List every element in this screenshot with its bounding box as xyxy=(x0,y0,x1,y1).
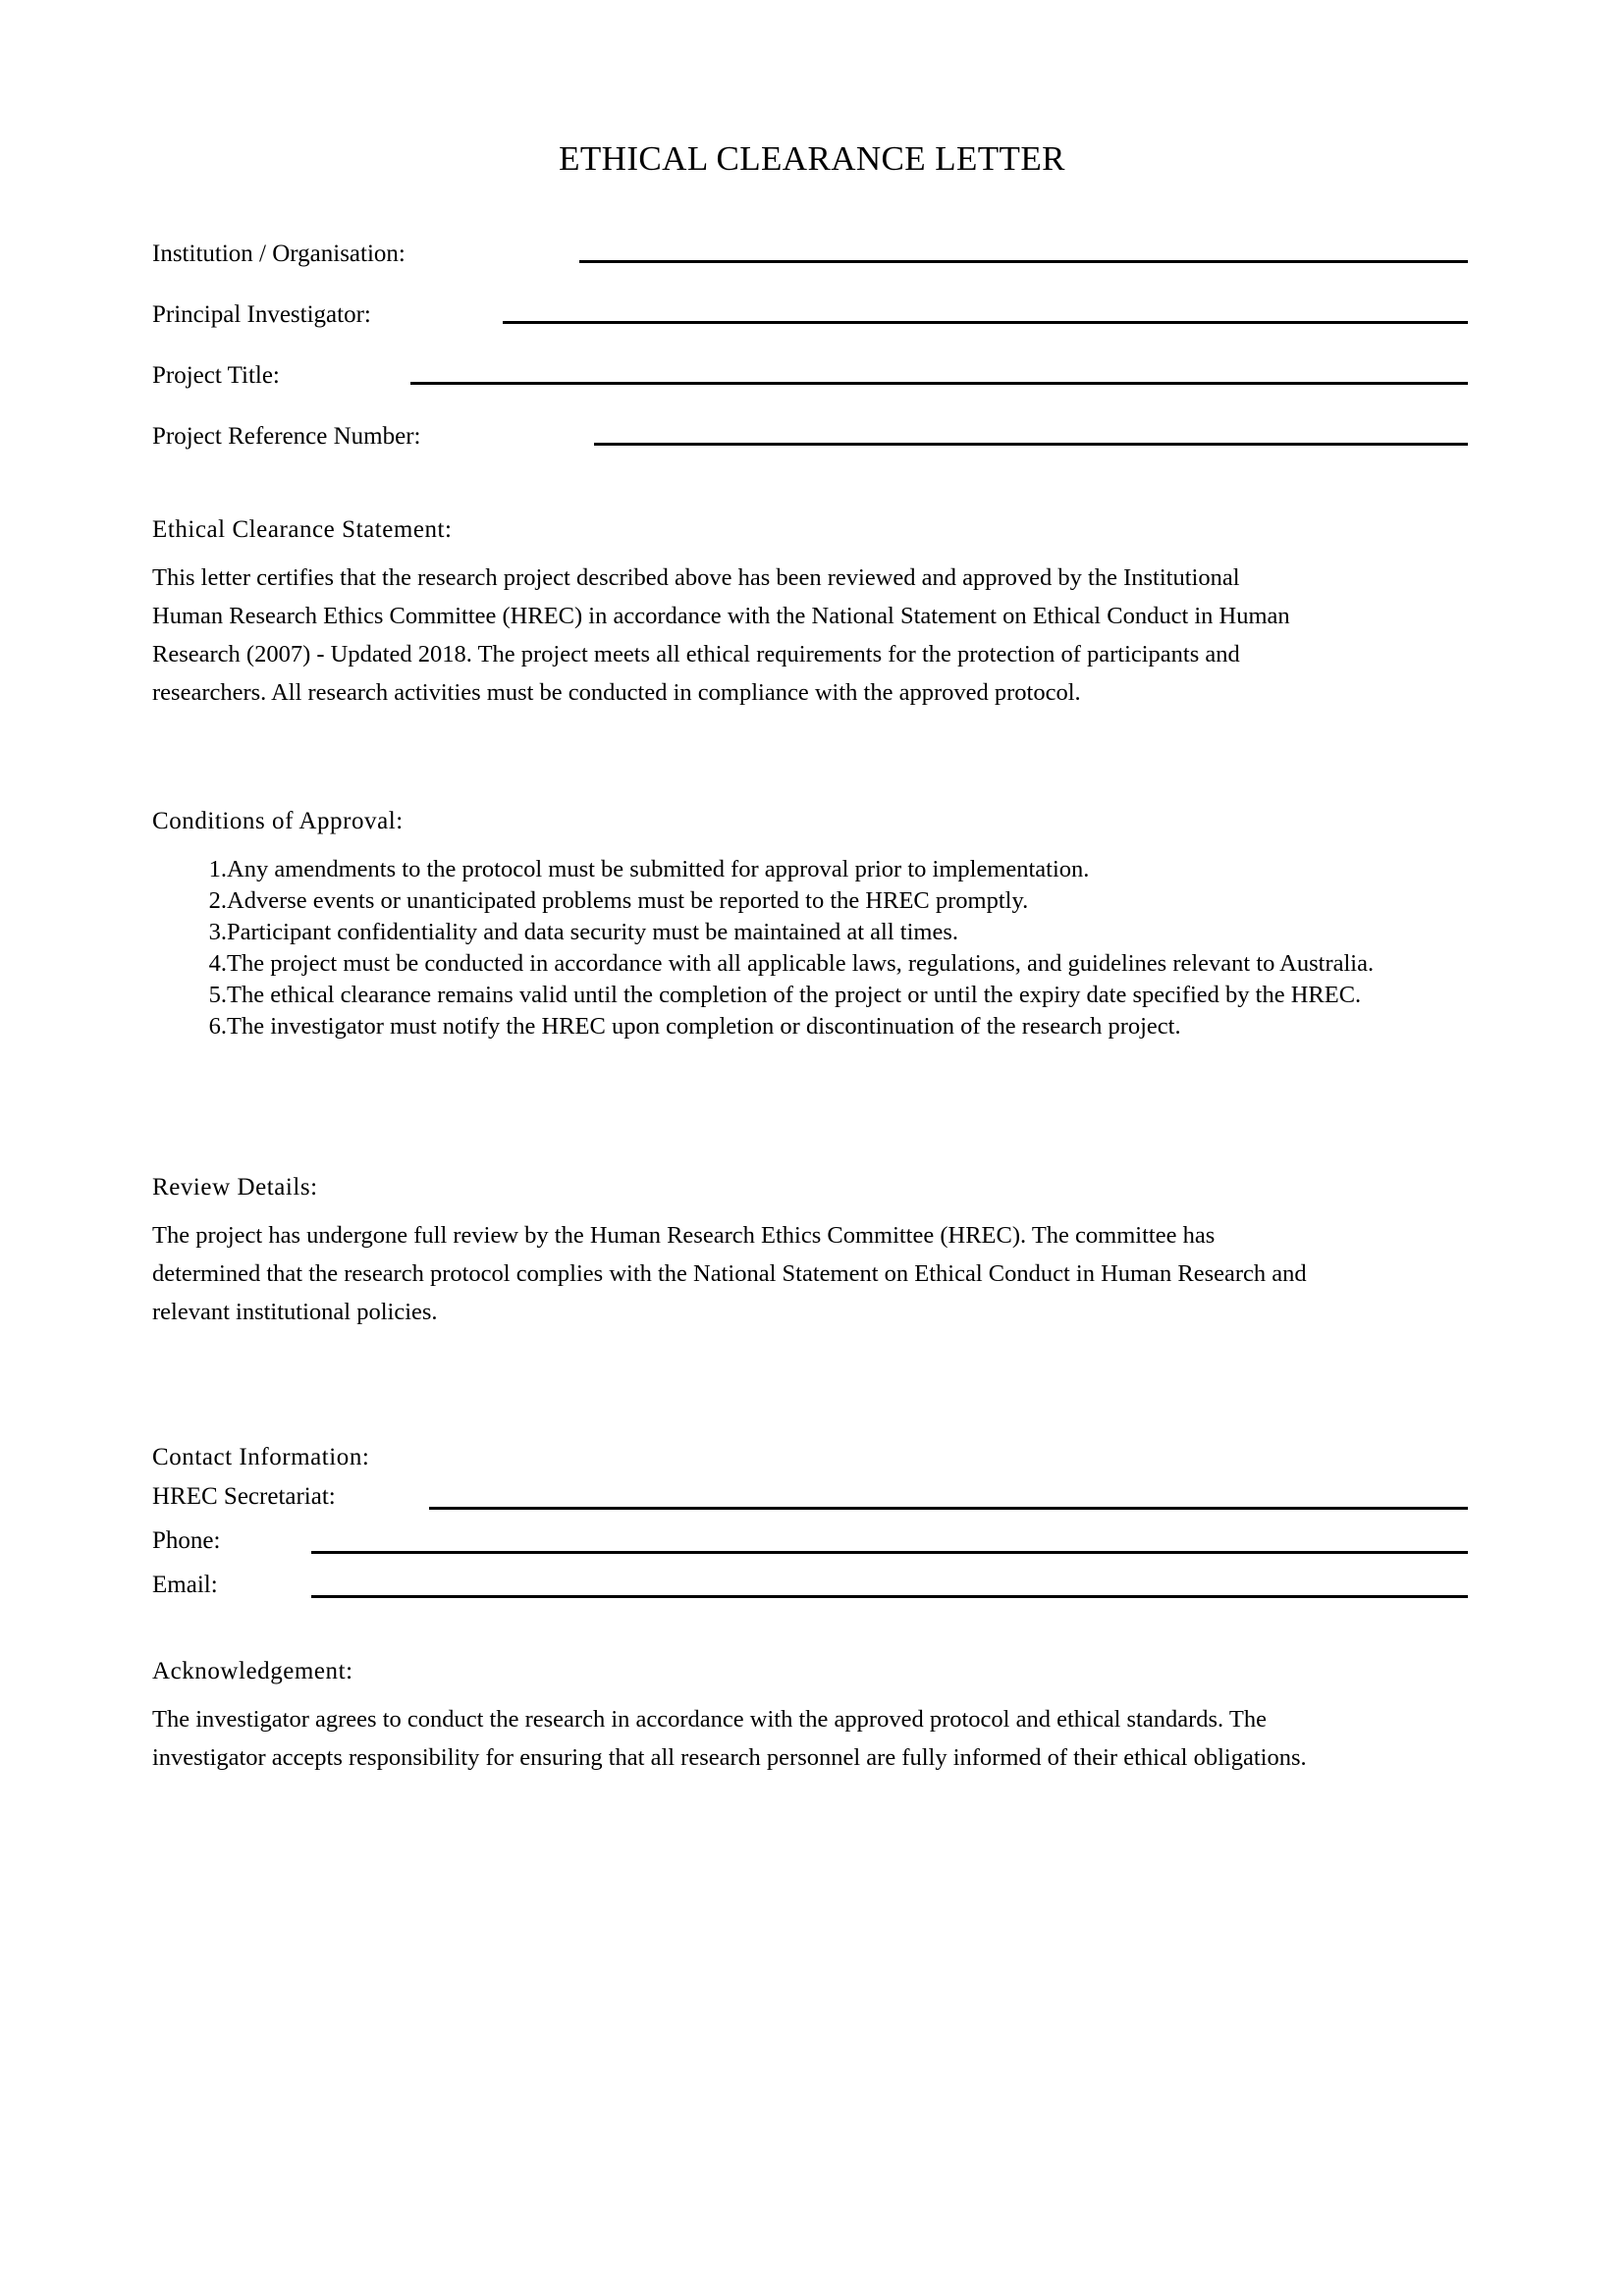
list-item-text: The investigator must notify the HREC upon completion or discontinuation of the research project. xyxy=(227,1013,1181,1040)
page-title: ETHICAL CLEARANCE LETTER xyxy=(559,139,1065,179)
list-item-number: 3. xyxy=(208,919,227,945)
form-field-row xyxy=(0,300,1624,361)
list-item xyxy=(152,980,1473,1011)
contact-field-input-line[interactable] xyxy=(311,1551,1468,1554)
form-field-row xyxy=(0,361,1624,422)
form-field-input-line[interactable] xyxy=(503,321,1468,324)
list-item xyxy=(152,917,1473,948)
acknowledgement-body xyxy=(152,1700,1473,1777)
statement-line: Human Research Ethics Committee (HREC) in accordance with the National Statement on Ethical Conduct in Human xyxy=(152,603,1290,629)
review-heading: Review Details: xyxy=(152,1174,318,1201)
review-details-section xyxy=(152,1173,1473,1331)
conditions-of-approval-section xyxy=(152,807,1473,1042)
list-item-number: 4. xyxy=(208,950,227,977)
statement-body xyxy=(152,559,1473,712)
acknowledgement-line: The investigator agrees to conduct the research in accordance with the approved protocol and ethical standards. The xyxy=(152,1706,1267,1733)
statement-line: This letter certifies that the research project described above has been reviewed and approved by the Institutional xyxy=(152,564,1240,591)
conditions-heading: Conditions of Approval: xyxy=(152,808,404,834)
form-field-label: Project Reference Number: xyxy=(152,423,421,450)
review-line: relevant institutional policies. xyxy=(152,1299,438,1325)
form-field-row xyxy=(0,422,1624,483)
list-item-number: 6. xyxy=(208,1013,227,1040)
contact-field-row xyxy=(0,1571,1624,1615)
list-item xyxy=(152,948,1473,980)
acknowledgement-section xyxy=(152,1657,1473,1777)
statement-heading: Ethical Clearance Statement: xyxy=(152,516,453,543)
list-item-text: Participant confidentiality and data security must be maintained at all times. xyxy=(227,919,958,945)
contact-heading: Contact Information: xyxy=(152,1444,370,1470)
list-item xyxy=(152,885,1473,917)
statement-line: Research (2007) - Updated 2018. The project meets all ethical requirements for the protection of participants and xyxy=(152,641,1240,667)
acknowledgement-line: investigator accepts responsibility for ensuring that all research personnel are fully informed of their ethical obligations. xyxy=(152,1744,1307,1771)
form-fields-section xyxy=(0,240,1624,483)
form-field-input-line[interactable] xyxy=(410,382,1468,385)
ethical-clearance-statement-section xyxy=(152,515,1473,712)
form-field-input-line[interactable] xyxy=(579,260,1468,263)
form-field-row xyxy=(0,240,1624,300)
review-line: The project has undergone full review by the Human Research Ethics Committee (HREC). The committee has xyxy=(152,1222,1216,1249)
contact-field-label: Phone: xyxy=(152,1527,221,1554)
contact-field-input-line[interactable] xyxy=(429,1507,1468,1510)
contact-field-label: HREC Secretariat: xyxy=(152,1483,336,1510)
form-field-label: Principal Investigator: xyxy=(152,301,371,328)
contact-field-row xyxy=(0,1482,1624,1526)
list-item-number: 2. xyxy=(208,887,227,914)
list-item-text: Adverse events or unanticipated problems must be reported to the HREC promptly. xyxy=(227,887,1029,914)
form-field-input-line[interactable] xyxy=(594,443,1468,446)
list-item-number: 5. xyxy=(208,982,227,1008)
list-item-text: The ethical clearance remains valid until the completion of the project or until the expiry date specified by the HREC. xyxy=(227,982,1362,1008)
list-item xyxy=(152,854,1473,885)
form-field-label: Institution / Organisation: xyxy=(152,240,406,267)
acknowledgement-heading: Acknowledgement: xyxy=(152,1658,353,1684)
list-item-number: 1. xyxy=(208,856,227,882)
review-line: determined that the research protocol complies with the National Statement on Ethical Conduct in Human Research and xyxy=(152,1260,1307,1287)
contact-fields xyxy=(0,1482,1624,1615)
contact-field-row xyxy=(0,1526,1624,1571)
statement-line: researchers. All research activities must be conducted in compliance with the approved protocol. xyxy=(152,679,1081,706)
conditions-list xyxy=(152,854,1473,1042)
contact-information-section xyxy=(0,1443,1624,1615)
form-field-label: Project Title: xyxy=(152,362,280,389)
list-item xyxy=(152,1011,1473,1042)
list-item-text: Any amendments to the protocol must be submitted for approval prior to implementation. xyxy=(227,856,1090,882)
contact-field-input-line[interactable] xyxy=(311,1595,1468,1598)
list-item-text: The project must be conducted in accordance with all applicable laws, regulations, and guidelines relevant to Australia. xyxy=(227,950,1375,977)
review-body xyxy=(152,1216,1473,1331)
contact-field-label: Email: xyxy=(152,1572,218,1598)
